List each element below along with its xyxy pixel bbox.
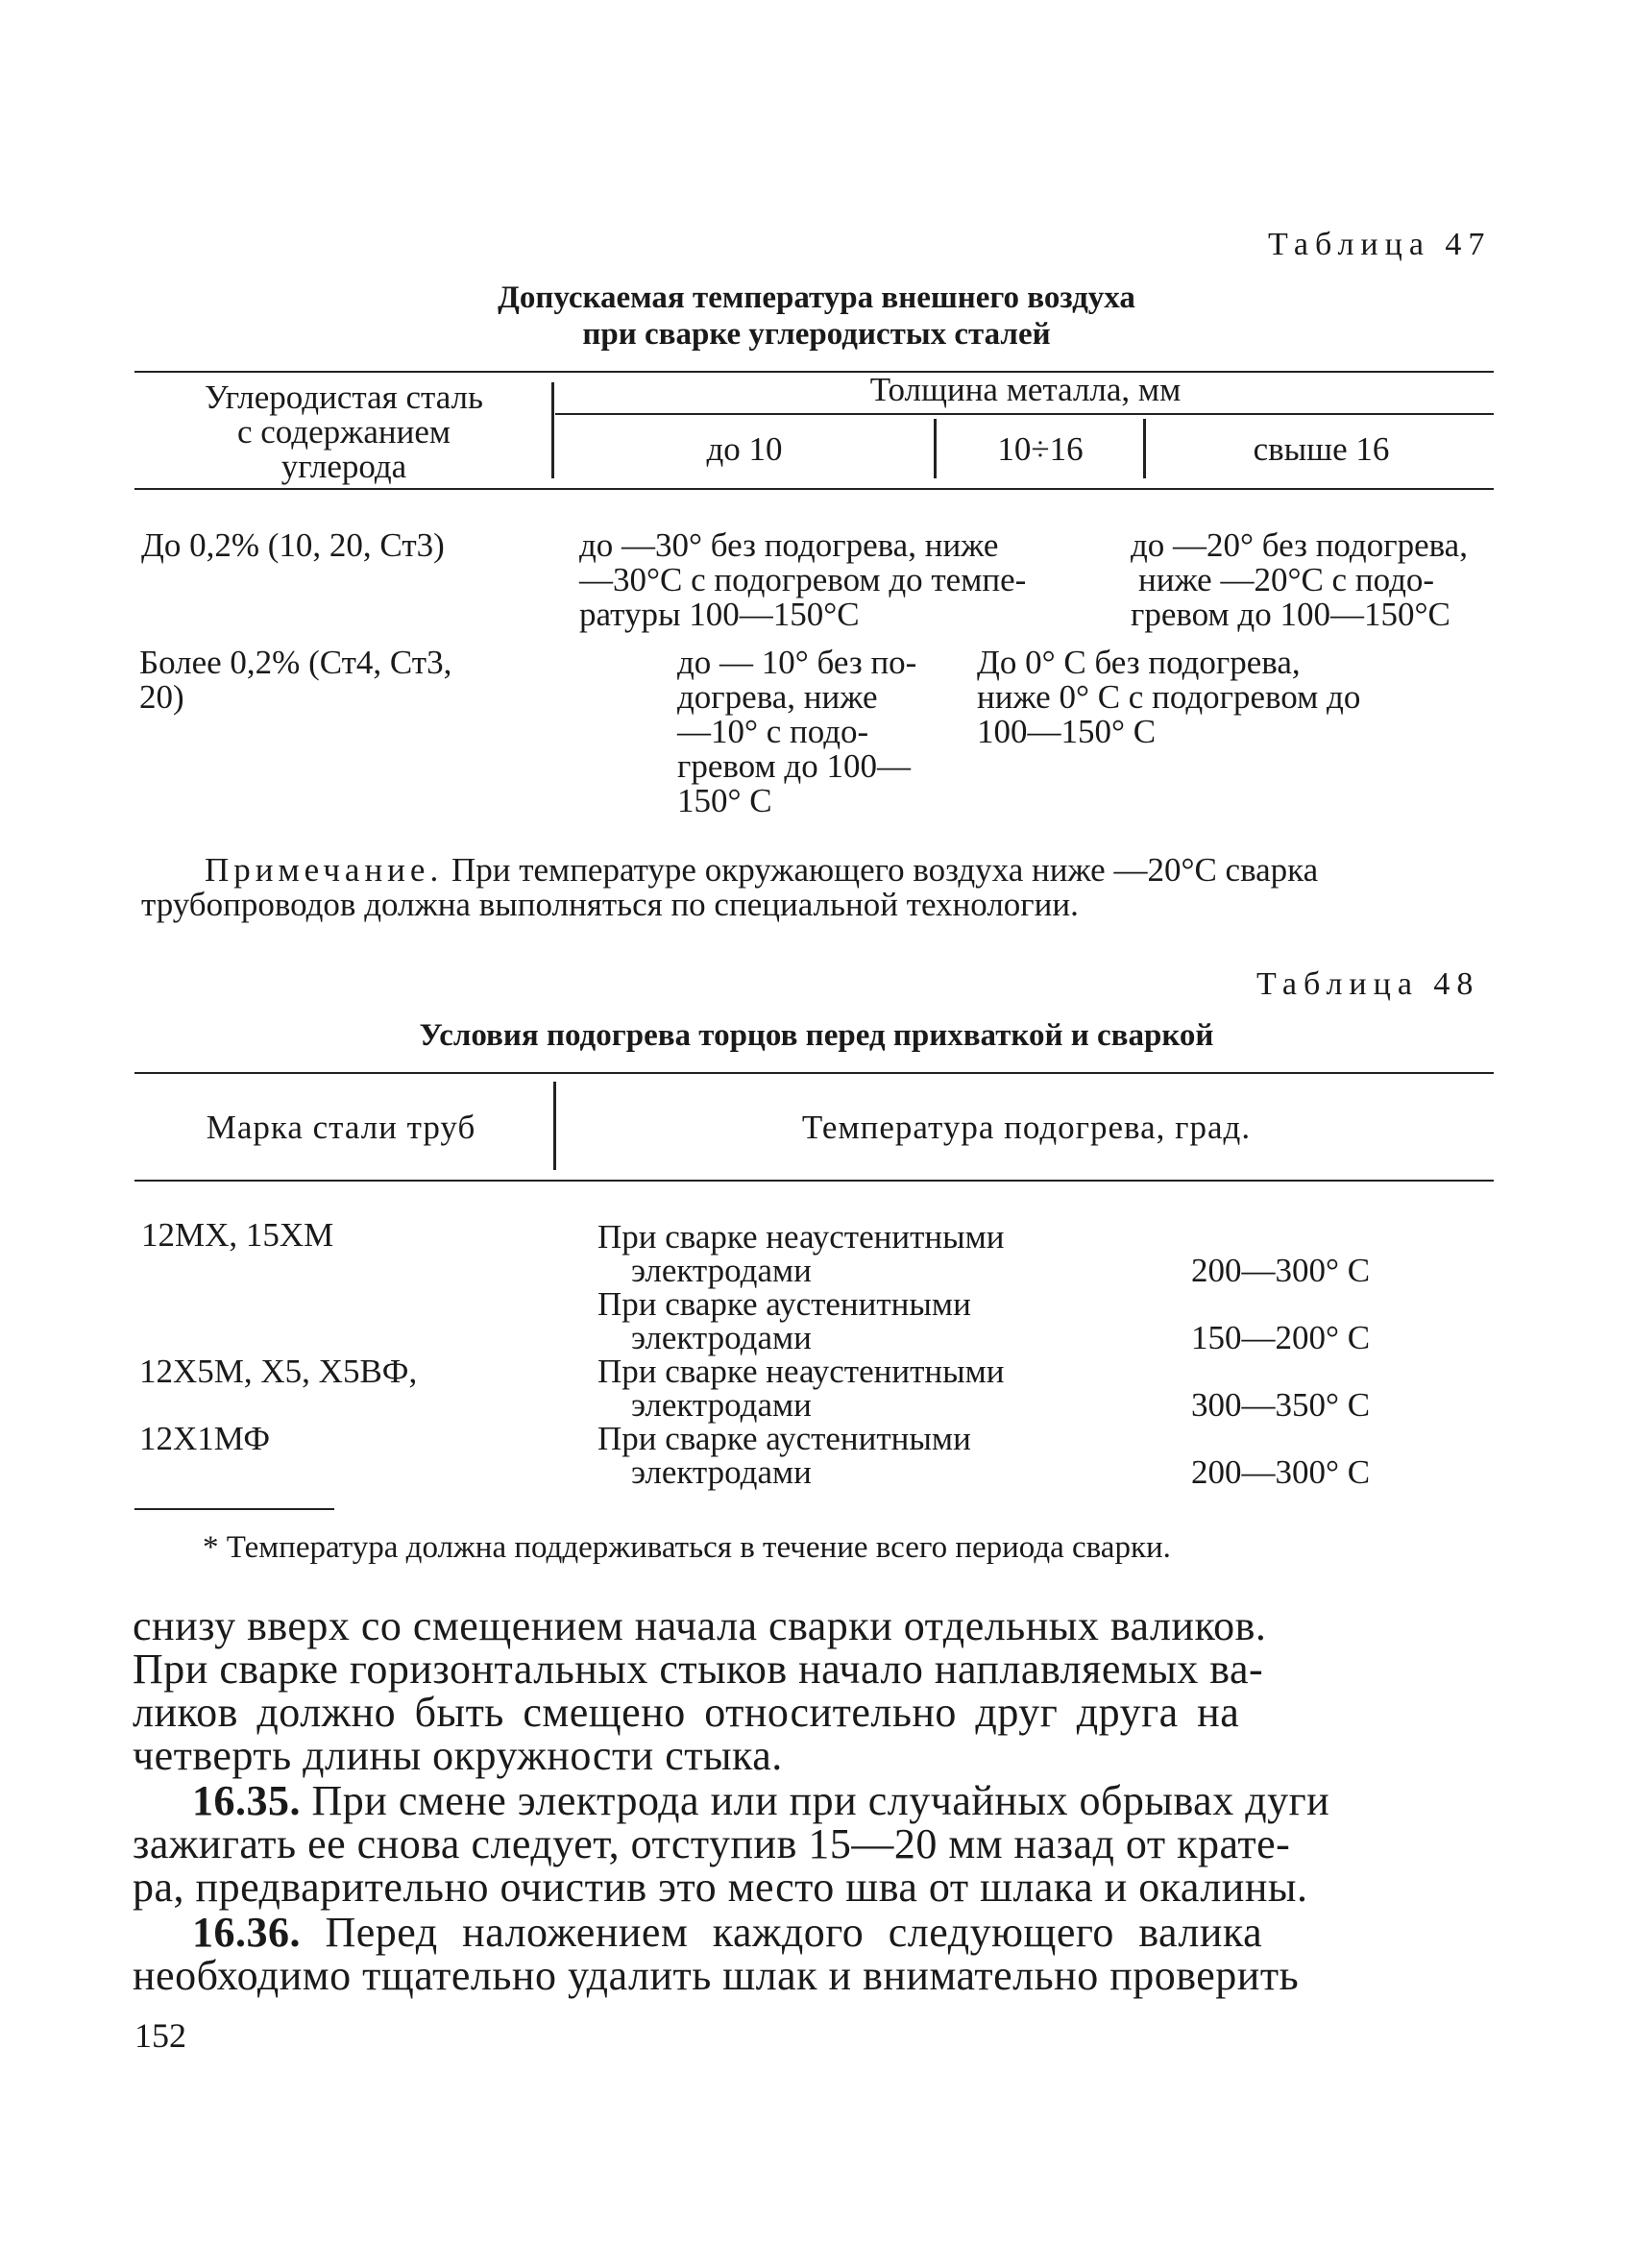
table-47-note-text: При температуре окружающего воздуха ниже —20°С сварка [451,851,1319,889]
table-48-caption: Таблица 48 [1256,966,1480,1002]
body-p1-line4: четверть длины окружности стыка. [133,1732,783,1779]
table-47-row2-cond-a-line2: догрева, ниже [677,678,878,716]
table-48-row3-temp: 300—350° С [1191,1386,1371,1424]
table-47-row1-cond-a-line2: —30°С с подогревом до темпе- [579,561,1027,598]
body-p2-line3: ра, предварительно очистив это место шва от шлака и окалины. [133,1864,1308,1911]
table-47-row2-cond-a-line3: —10° с подо- [677,713,869,750]
table-48-row4-temp: 200—300° С [1191,1453,1371,1491]
body-p2-line1 [192,1779,1329,1822]
table-47-header-group: Толщина металла, мм [869,371,1182,408]
clause-16-36-number: 16.36. [192,1909,301,1956]
table-48-footnote: * Температура должна поддерживаться в течение всего периода сварки. [203,1530,1171,1565]
table-47-row2-cond-a-line5: 150° С [677,782,772,819]
table-48-row1-cond-line2: электродами [631,1252,812,1289]
table-47-row1-cond-b-line3: гревом до 100—150°С [1131,596,1450,633]
table-48-row3-cond-line2: электродами [631,1386,812,1424]
clause-16-36-text: Перед наложением каждого следующего валика [325,1909,1263,1956]
table-48-row2-cond-line2: электродами [631,1319,812,1356]
table-47-row1-cond-b-line2: ниже —20°С с подо- [1138,561,1435,598]
table-48-top-rule [134,1072,1494,1074]
table-48-row3-cond-line1: При сварке неаустенитными [597,1353,1005,1390]
table-47-row2-steel-line2: 20) [139,678,184,716]
footnote-rule [134,1508,334,1510]
table-47-note-label: Примечание. [205,851,444,889]
table-48-header-col1: Марка стали труб [206,1109,476,1146]
table-47-group-rule [555,413,1494,415]
table-47-row2-steel-line1: Более 0,2% (Ст4, Ст3, [139,644,452,681]
body-p3-line1 [192,1911,1262,1954]
table-47-sub-divider-1 [934,419,937,478]
table-47-header-sub2: 10÷16 [997,430,1084,468]
table-48-header-rule [134,1180,1494,1182]
table-47-note-line2: трубопроводов должна выполняться по специальной технологии. [141,886,1079,923]
table-48-group2-steel-line2: 12Х1МФ [139,1420,271,1457]
table-48-row1-temp: 200—300° С [1191,1252,1371,1289]
table-47-header-col1-line2: с содержанием [236,413,451,451]
body-p1-line2: При сварке горизонтальных стыков начало наплавляемых ва- [133,1646,1264,1693]
table-47-note-line1 [205,853,1318,887]
body-p3-line2: необходимо тщательно удалить шлак и внимательно проверить [133,1952,1300,1999]
table-47-header-sub1: до 10 [706,430,783,468]
table-47-sub-divider-2 [1143,419,1146,478]
body-p2-line2: зажигать ее снова следует, отступив 15—20 мм назад от крате- [133,1820,1291,1867]
table-47-header-col1-line3: углерода [280,448,407,485]
table-48-row2-temp: 150—200° С [1191,1319,1371,1356]
table-48-row4-cond-line2: электродами [631,1453,812,1491]
table-47-row1-steel: До 0,2% (10, 20, Ст3) [141,526,445,564]
clause-16-35-number: 16.35. [192,1777,301,1824]
table-47-row2-cond-b-line1: До 0° С без подогрева, [977,644,1301,681]
table-47-header-col1-line1: Углеродистая сталь [205,378,483,416]
table-47-row1-cond-b-line1: до —20° без подогрева, [1131,526,1468,564]
table-47-row2-cond-b-line3: 100—150° С [977,713,1157,750]
table-48-header-divider [553,1082,556,1170]
table-47-header-divider [551,382,554,478]
table-48-group1-steel: 12МХ, 15ХМ [141,1216,334,1254]
table-48-title: Условия подогрева торцов перед прихваткой и сваркой [419,1018,1214,1053]
table-47-header-sub3: свыше 16 [1253,430,1390,468]
table-47-row1-cond-a-line3: ратуры 100—150°С [579,596,860,633]
table-47-header-rule [134,488,1494,490]
table-47-row2-cond-b-line2: ниже 0° С с подогревом до [977,678,1361,716]
table-48-row2-cond-line1: При сварке аустенитными [597,1285,971,1323]
table-47-caption: Таблица 47 [1268,227,1492,262]
page-number: 152 [134,2016,186,2055]
table-48-group2-steel-line1: 12Х5М, Х5, Х5ВФ, [139,1353,418,1390]
table-47-row2-cond-a-line4: гревом до 100— [677,747,911,785]
body-p1-line1: снизу вверх со смещением начала сварки отдельных валиков. [133,1602,1267,1649]
table-48-row1-cond-line1: При сварке неаустенитными [597,1218,1005,1256]
table-48-row4-cond-line1: При сварке аустенитными [597,1420,971,1457]
table-47-title-line1: Допускаемая температура внешнего воздуха [498,280,1135,315]
body-p1-line3: ликов должно быть смещено относительно друг друга на [133,1689,1240,1736]
table-47-row2-cond-a-line1: до — 10° без по- [677,644,917,681]
table-47-row1-cond-a-line1: до —30° без подогрева, ниже [579,526,999,564]
table-48-header-col2: Температура подогрева, град. [801,1109,1252,1146]
table-47-title-line2: при сварке углеродистых сталей [582,317,1051,352]
clause-16-35-text: При смене электрода или при случайных обрывах дуги [311,1777,1330,1824]
